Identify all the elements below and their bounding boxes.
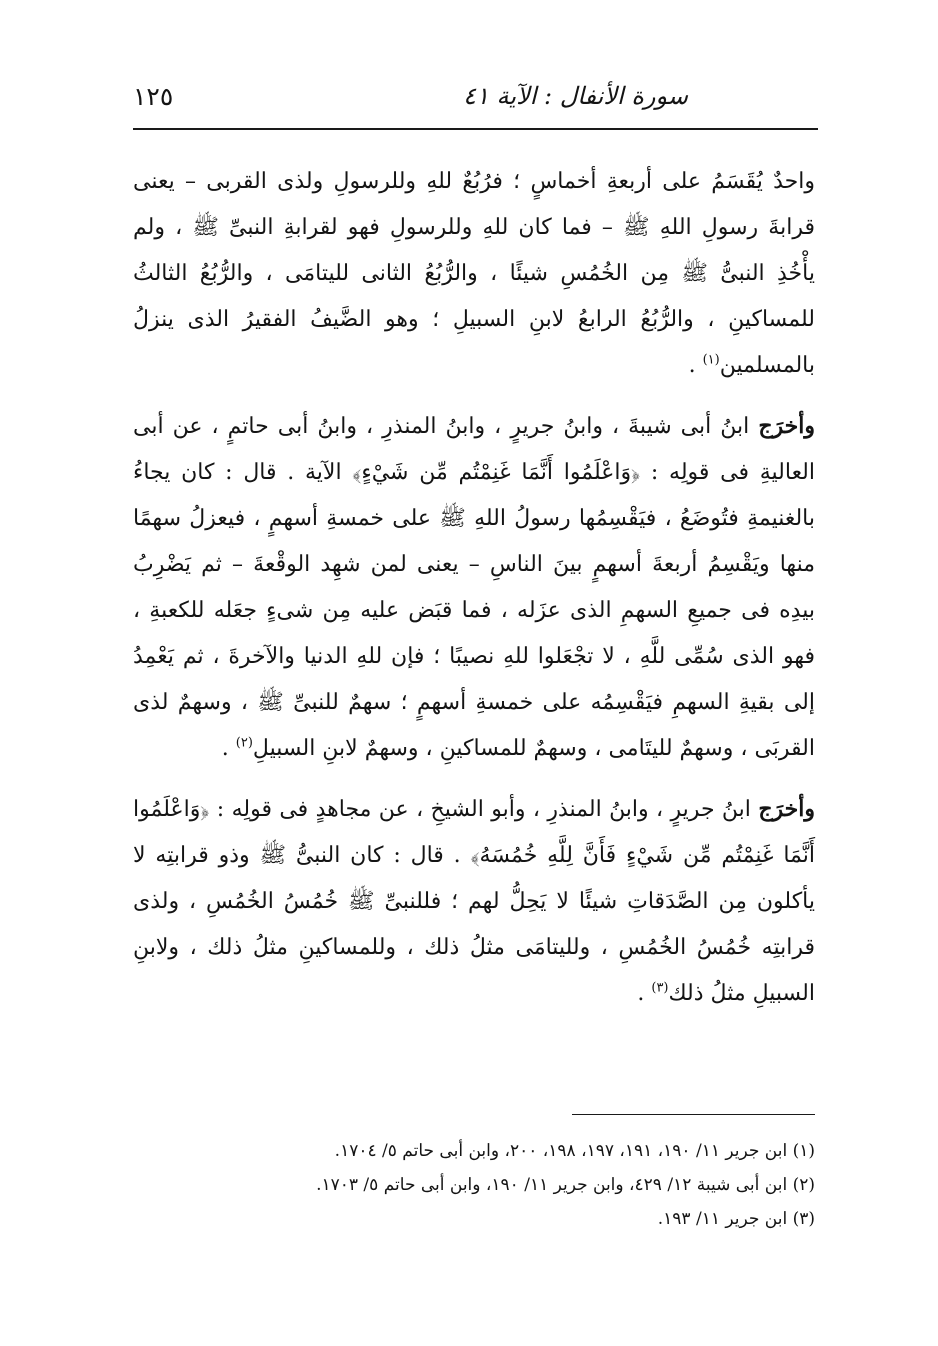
paragraph-lead: وأخرَج	[758, 796, 815, 822]
page-number: ١٢٥	[133, 82, 174, 111]
paragraph-1	[133, 158, 815, 389]
paragraph-end: .	[688, 353, 703, 378]
footnote-divider	[572, 1114, 815, 1115]
paragraph-text: واحدٌ يُقَسَمُ على أربعةِ أخماسٍ ؛ فرُبُعٌ للهِ وللرسولِ ولذى القربى – يعنى قرابةَ رسولِ اللهِ ﷺ – فما كان للهِ وللرسولِ فهو لقرابةِ النبىِّ ﷺ ، ولم يأْخُذِ النبىُّ ﷺ مِن الخُمُسِ شيئًا ، والرُّبُعُ الثانى لليتامَى ، والرُّبُعُ الثالثُ للمساكينِ ، والرُّبُعُ الرابعُ لابنِ السبيلِ ؛ وهو الضَّيفُ الفقيرُ الذى ينزلُ بالمسلمين	[133, 169, 815, 378]
footnote-reference: (٢)	[235, 735, 253, 751]
paragraph-end: .	[637, 981, 652, 1006]
footnote-reference: (٣)	[651, 980, 669, 996]
running-title: سورة الأنفال : الآية ٤١	[463, 82, 688, 110]
footnote-2: (٢) ابن أبى شيبة ١٢/ ٤٢٩، وابن جرير ١١/ ١٩٠، وابن أبى حاتم ٥/ ١٧٠٣.	[316, 1175, 815, 1195]
page-header	[133, 82, 818, 122]
footnote-3: (٣) ابن جرير ١١/ ١٩٣.	[657, 1209, 815, 1229]
main-text	[133, 158, 815, 1017]
paragraph-text: ابنُ أبى شيبةَ ، وابنُ جريرٍ ، وابنُ المنذرِ ، وابنُ أبى حاتمٍ ، عن أبى العاليةِ فى قولِه : ﴿وَاعْلَمُوا أَنَّمَا غَنِمْتُم مِّن شَيْءٍ﴾ الآية . قال : كان يجاءُ بالغنيمةِ فتُوضَعُ ، فيَقْسِمُها رسولُ اللهِ ﷺ على خمسةِ أسهمٍ ، فيعزلُ سهمًا منها ويَقْسِمُ أربعةَ أسهمٍ بينَ الناسِ – يعنى لمن شهِد الوقْعةَ – ثم يَضْرِبُ بيدِه فى جميعِ السهمِ الذى عزَله ، فما قبَض عليه مِن شىءٍ جعَله للكعبةِ ، فهو الذى سُمِّى للَّهِ ، لا تجْعَلوا للهِ نصيبًا ؛ فإن للهِ الدنيا والآخرةَ ، ثم يَعْمِدُ إلى بقيةِ السهمِ فيَقْسِمُه على خمسةِ أسهمٍ ؛ سهمٌ للنبىِّ ﷺ ، وسهمٌ لذى القربَى ، وسهمٌ لليتَامى ، وسهمٌ للمساكينِ ، وسهمٌ لابنِ السبيلِ	[133, 414, 815, 761]
footnote-reference: (١)	[702, 352, 720, 368]
footnotes	[133, 1134, 815, 1236]
paragraph-3	[133, 786, 815, 1017]
paragraph-end: .	[221, 736, 236, 761]
paragraph-lead: وأخرَج	[758, 413, 815, 439]
footnote-1: (١) ابن جرير ١١/ ١٩٠، ١٩١، ١٩٧، ١٩٨، ٢٠٠، وابن أبى حاتم ٥/ ١٧٠٤.	[334, 1141, 815, 1161]
paragraph-text: ابنُ جريرٍ ، وابنُ المنذرِ ، وأبو الشيخِ ، عن مجاهدٍ فى قولِه : ﴿وَاعْلَمُوا أَنَّمَا غَنِمْتُم مِّن شَيْءٍ فَأَنَّ لِلَّهِ خُمُسَهُ﴾ . قال : كان النبىُّ ﷺ وذو قرابتِه لا يأكلون مِن الصَّدَقاتِ شيئًا لا يَحِلُّ لهم ؛ فللنبىِّ ﷺ خُمُسُ الخُمُسِ ، ولذى قرابتِه خُمُسُ الخُمُسِ ، ولليتامَى مثلُ ذلك ، وللمساكينِ مثلُ ذلك ، ولابنِ السبيلِ مثلُ ذلك	[133, 797, 815, 1006]
header-divider	[133, 128, 818, 130]
paragraph-2	[133, 403, 815, 772]
